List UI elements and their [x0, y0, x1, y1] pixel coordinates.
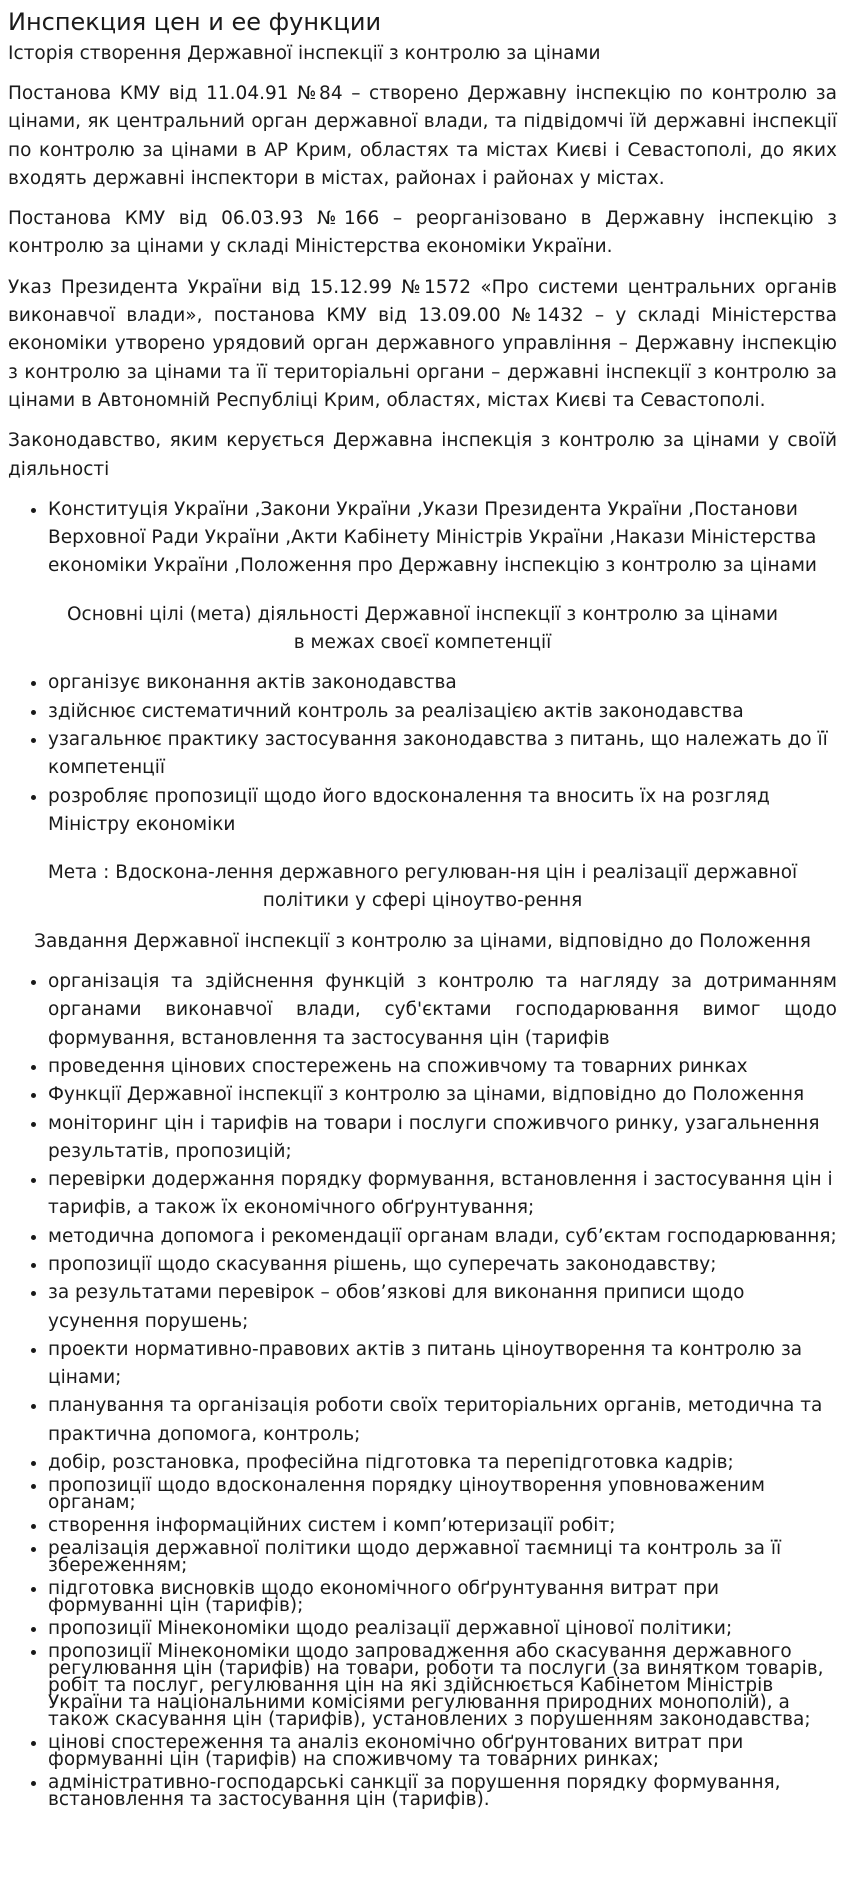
list-item: • пропозиції щодо вдосконалення порядку ціноутворення уповноваженим органам;: [48, 1477, 837, 1511]
list-item: • організація та здійснення функцій з контролю та нагляду за дотриманням органами виконавчої влади, суб'єктами господарювання вимог щодо формування, встановлення та застосування цін (тарифів: [48, 968, 837, 1053]
list-item: • розробляє пропозиції щодо його вдосконалення та вносить їх на розгляд Міністру економіки: [48, 783, 837, 840]
list-item: • здійснює систематичний контроль за реалізацією актів законодавства: [48, 698, 837, 726]
legislation-heading: Законодавство, яким керується Державна інспекція з контролю за цінами у своїй діяльності: [8, 430, 837, 480]
legislation-list: [8, 496, 837, 581]
goals-heading-line-2: в межах своєї компетенції: [293, 632, 552, 654]
page-title: Инспекция цен и ее функции: [8, 8, 382, 36]
list-item: • методична допомога і рекомендації органам влади, суб’єктам господарювання;: [48, 1223, 837, 1251]
history-paragraph-3: Указ Президента України від 15.12.99 №1572 «Про системи центральних органів виконавчої влади», постанова КМУ від 13.09.00 №1432 – у складі Міністерства економіки утворено урядовий орган державного управління – Державну інспекцію з контролю за цінами та її територіальні органи – державні інспекції з контролю за цінами в Автономній Республіці Крим, областях, містах Києві та Севастополі.: [8, 276, 837, 411]
history-paragraph-2: Постанова КМУ від 06.03.93 №166 – реорганізовано в Державну інспекцію з контролю за цінами у складі Міністерства економіки України.: [8, 208, 837, 258]
list-item: • добір, розстановка, професійна підготовка та перепідготовка кадрів;: [48, 1449, 837, 1477]
list-item: • проекти нормативно-правових актів з питань ціноутворення та контролю за цінами;: [48, 1336, 837, 1393]
list-item: • створення інформаційних систем і комп’ютеризації робіт;: [48, 1517, 837, 1534]
goals-heading: [8, 601, 837, 658]
mission-line-1: Мета : Вдоскона-лення державного регулюван-ня цін і реалізації державної: [47, 862, 798, 884]
list-item: • адміністративно-господарські санкції за порушення порядку формування, встановлення та застосування цін (тарифів).: [48, 1774, 837, 1808]
history-heading: Історія створення Державної інспекції з контролю за цінами: [8, 43, 601, 64]
goals-heading-line-1: Основні цілі (мета) діяльності Державної інспекції з контролю за цінами: [66, 603, 779, 625]
mission-line-2: політики у сфері ціноутво-рення: [262, 890, 583, 912]
tasks-heading: Завдання Державної інспекції з контролю за цінами, відповідно до Положення: [34, 930, 811, 952]
list-item: • пропозиції щодо скасування рішень, що суперечать законодавству;: [48, 1251, 837, 1279]
history-paragraph-1: Постанова КМУ від 11.04.91 №84 – створено Державну інспекцію по контролю за цінами, як центральний орган державної влади, та підвідомчі їй державні інспекції по контролю за цінами в АР Крим, областях та містах Києві і Севастополі, до яких входять державні інспектори в містах, районах і районах у містах.: [8, 83, 837, 189]
list-item: • Конституція України ,Закони України ,Укази Президента України ,Постанови Верховної Ради України ,Акти Кабінету Міністрів України ,Накази Міністерства економіки України ,Положення про Державну інспекцію з контролю за цінами: [48, 496, 837, 581]
list-item: • планування та організація роботи своїх територіальних органів, методична та практична допомога, контроль;: [48, 1392, 837, 1449]
list-item: • моніторинг цін і тарифів на товари і послуги споживчого ринку, узагальнення результатів, пропозицій;: [48, 1110, 837, 1167]
list-item: • перевірки додержання порядку формування, встановлення і застосування цін і тарифів, а також їх економічного обґрунтування;: [48, 1166, 837, 1223]
tasks-list: [8, 968, 837, 1477]
list-item: • підготовка висновків щодо економічного обґрунтування витрат при формуванні цін (тарифів);: [48, 1580, 837, 1614]
list-item: • узагальнює практику застосування законодавства з питань, що належать до її компетенції: [48, 726, 837, 783]
list-item: • проведення цінових спостережень на споживчому та товарних ринках: [48, 1053, 837, 1081]
mission-block: [8, 859, 837, 916]
list-item: • реалізація державної політики щодо державної таємниці та контроль за її збереженням;: [48, 1540, 837, 1574]
list-item: • за результатами перевірок – обов’язкові для виконання приписи щодо усунення порушень;: [48, 1279, 837, 1336]
list-item: • цінові спостереження та аналіз економічно обґрунтованих витрат при формуванні цін (тарифів) на споживчому та товарних ринках;: [48, 1734, 837, 1768]
goals-list: [8, 669, 837, 839]
list-item: • пропозиції Мінекономіки щодо реалізації державної цінової політики;: [48, 1620, 837, 1637]
list-item: • пропозиції Мінекономіки щодо запровадження або скасування державного регулювання цін (тарифів) на товари, роботи та послуги (за винятком товарів, робіт та послуг, регулювання цін на які здійснюється Кабінетом Міністрів України та національними комісіями регулювання природних монополій), а також скасування цін (тарифів), установлених з порушенням законодавства;: [48, 1643, 837, 1728]
tasks-dense-list: [8, 1475, 837, 1811]
list-item: • організує виконання актів законодавства: [48, 669, 837, 697]
list-item: • Функції Державної інспекції з контролю за цінами, відповідно до Положення: [48, 1081, 837, 1109]
